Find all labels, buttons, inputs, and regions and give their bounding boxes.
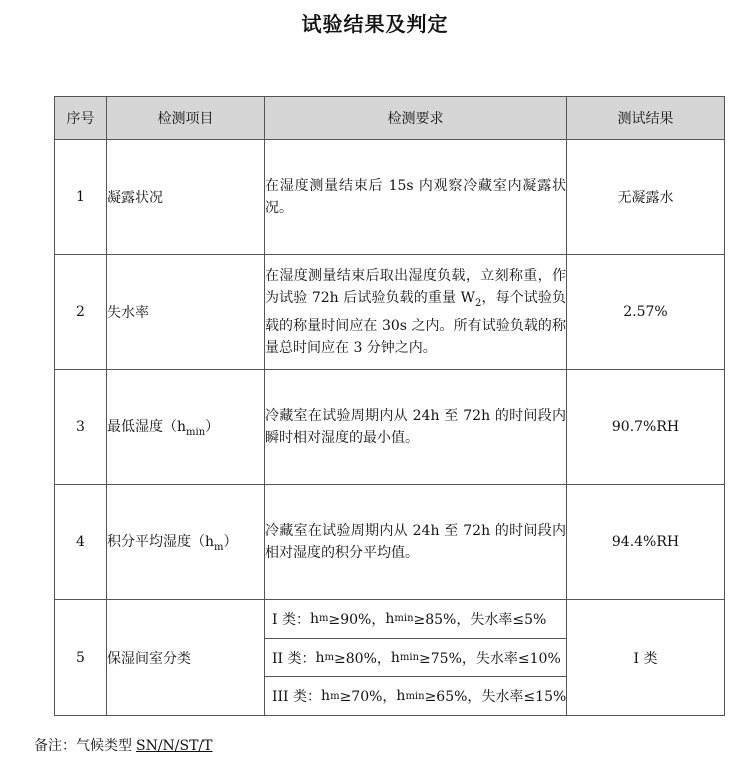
class-hmin: ≥65%， [424, 689, 482, 706]
item-text: ） [205, 419, 220, 436]
row-result: I 类 [567, 600, 725, 716]
table-row [55, 485, 725, 600]
row-no: 1 [55, 140, 107, 255]
row-item: 失水率 [107, 255, 265, 370]
class-hm: ≥90%， [328, 611, 386, 628]
subscript: m [324, 652, 335, 663]
class-hmin: ≥85%， [413, 611, 471, 628]
subscript: min [186, 426, 206, 438]
page-title: 试验结果及判定 [301, 12, 449, 36]
item-text: 积分平均湿度（h [107, 534, 215, 551]
footnote-label: 备注：气候类型 [34, 738, 132, 754]
class-hm: ≥70%， [339, 689, 397, 706]
header-item: 检测项目 [107, 97, 265, 140]
row-requirement: 在湿度测量结束后 15s 内观察冷藏室内凝露状况。 [265, 140, 567, 255]
row-requirement [265, 255, 567, 370]
header-requirement: 检测要求 [265, 97, 567, 140]
row-no: 3 [55, 370, 107, 485]
table-row [55, 140, 725, 255]
row-item [107, 485, 265, 600]
row-result: 2.57% [567, 255, 725, 370]
table-row [55, 370, 725, 485]
row-result: 无凝露水 [567, 140, 725, 255]
subscript: min [399, 652, 420, 663]
subscript: m [214, 541, 224, 553]
class-criteria [265, 600, 567, 716]
symbol-h: h [315, 649, 325, 666]
row-no: 5 [55, 600, 107, 716]
class-loss: 失水率≤10% [475, 650, 561, 667]
class-loss: 失水率≤15% [481, 689, 567, 706]
header-result: 测试结果 [567, 97, 725, 140]
symbol-h: h [396, 688, 406, 705]
subscript: min [394, 613, 414, 625]
row-no: 2 [55, 255, 107, 370]
requirement-text: ，每个试验负载的称量时间应在 30s 之内。所有试验负载的称量总时间应在 3 分钟之内。 [265, 290, 567, 356]
table-header-row [55, 97, 725, 140]
item-text: 最低湿度（h [107, 419, 187, 436]
subscript: min [405, 690, 425, 702]
class-criteria-line [264, 600, 567, 638]
symbol-h: h [309, 610, 320, 627]
row-result: 90.7%RH [567, 370, 725, 485]
table-row [55, 255, 725, 370]
row-item: 保湿间室分类 [107, 600, 265, 716]
class-criteria-line [264, 676, 567, 715]
table-row [55, 600, 725, 716]
row-no: 4 [55, 485, 107, 600]
item-text: ） [223, 534, 238, 551]
class-criteria-line [264, 638, 567, 677]
results-table [54, 96, 725, 716]
symbol-h: h [390, 649, 400, 666]
subscript: m [330, 690, 340, 702]
class-hm: ≥80%， [334, 650, 391, 667]
row-result: 94.4%RH [567, 485, 725, 600]
row-item: 凝露状况 [107, 140, 265, 255]
footnote [34, 735, 225, 755]
class-hmin: ≥75%， [419, 650, 476, 667]
symbol-h: h [321, 688, 331, 705]
requirement-text: 在湿度测量结束后取出湿度负载，立刻称重，作为试验 72h 后试验负载的重量 W [265, 268, 566, 307]
header-no: 序号 [55, 97, 107, 140]
class-label: III 类： [272, 689, 322, 706]
symbol-h: h [385, 610, 395, 627]
row-requirement: 冷藏室在试验周期内从 24h 至 72h 的时间段内瞬时相对湿度的最小值。 [265, 370, 567, 485]
class-label: II 类： [272, 650, 316, 667]
row-item [107, 370, 265, 485]
class-label: I 类： [272, 611, 310, 628]
subscript: m [319, 613, 329, 625]
class-loss: 失水率≤5% [470, 611, 547, 628]
subscript: 2 [475, 297, 482, 309]
row-requirement: 冷藏室在试验周期内从 24h 至 72h 的时间段内相对湿度的积分平均值。 [265, 485, 567, 600]
climate-type-value: SN/N/ST/T [136, 738, 213, 754]
